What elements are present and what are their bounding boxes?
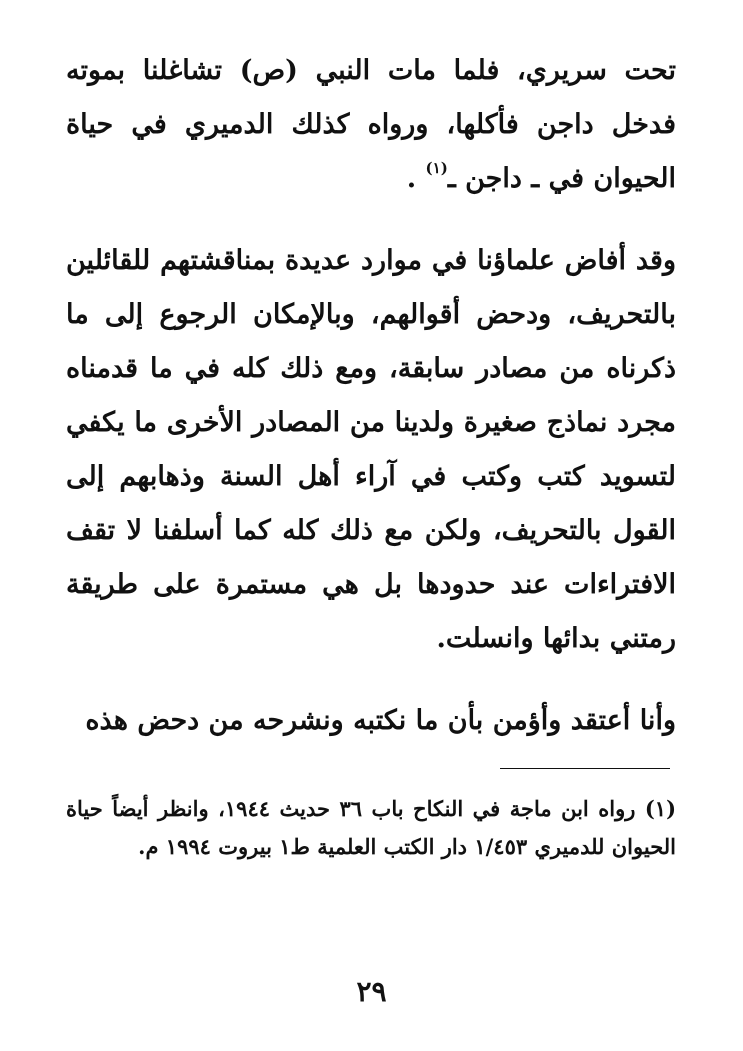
main-text [66, 44, 676, 748]
paragraph-3: وأنا أعتقد وأؤمن بأن ما نكتبه ونشرحه من دحض هذه [85, 705, 676, 736]
footnote-1: (١) رواه ابن ماجة في النكاح باب ٣٦ حديث ١٩٤٤، وانظر أيضاً حياة الحيوان للدميري ١/٤٥٣ دار الكتب العلمية ط١ بيروت ١٩٩٤ م. [66, 796, 677, 859]
paragraph-1-text: تحت سريري، فلما مات النبي (ص) تشاغلنا بموته فدخل داجن فأكلها، ورواه كذلك الدميري في حياة الحيوان في ـ داجن ـ [66, 55, 676, 194]
paragraph-2: وقد أفاض علماؤنا في موارد عديدة بمناقشتهم للقائلين بالتحريف، ودحض أقوالهم، وبالإمكان الرجوع إلى ما ذكرناه من مصادر سابقة، ومع ذلك كله في ما قدمناه مجرد نماذج صغيرة ولدينا من المصادر الأخرى ما يكفي لتسويد كتب وكتب في آراء أهل السنة وذهابهم إلى القول بالتحريف، ولكن مع ذلك كله كما أسلفنا لا تقف الافتراءات عند حدودها بل هي مستمرة على طريقة رمتني بدائها وانسلت. [66, 245, 676, 654]
paragraph-1-end: . [406, 163, 426, 194]
paragraph-1 [66, 44, 676, 206]
page-number: ٢٩ [356, 975, 387, 1008]
footnote-marker[interactable]: (١) [425, 159, 448, 177]
footnote-divider [500, 768, 670, 769]
